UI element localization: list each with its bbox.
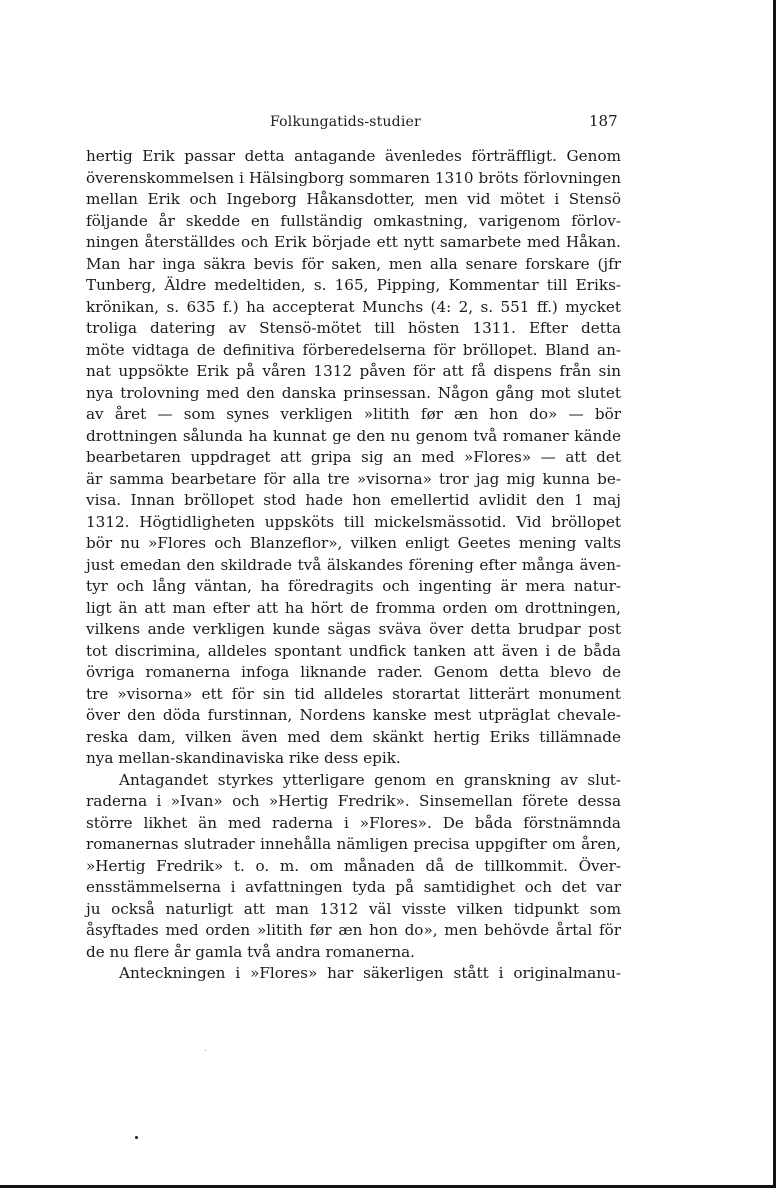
text-line: vilkens ande verkligen kunde sägas sväva över detta brudpar post — [86, 620, 621, 638]
text-line: krönikan, s. 635 f.) ha accepterat Munchs (4: 2, s. 551 ff.) mycket — [86, 297, 621, 316]
text-line: 1312. Högtidligheten uppsköts till mickelsmässotid. Vid bröllopet — [86, 512, 621, 531]
text-line: bearbetaren uppdraget att gripa sig an med »Flores» — att det — [86, 448, 621, 466]
text-line: åsyftades med orden »litith før æn hon do», men behövde årtal för — [86, 921, 621, 939]
text-line: möte vidtaga de definitiva förberedelserna för bröllopet. Bland an- — [86, 340, 621, 359]
text-line: tot discrimina, alldeles spontant undfick tanken att även i de båda — [86, 641, 621, 660]
text-line: Tunberg, Äldre medeltiden, s. 165, Pipping, Kommentar till Eriks- — [86, 276, 621, 294]
text-line: »Hertig Fredrik» t. o. m. om månaden då de tillkommit. Över- — [86, 856, 621, 875]
text-line: hertig Erik passar detta antagande ävenledes förträffligt. Genom — [86, 147, 621, 165]
text-line: nya trolovning med den danska prinsessan. Någon gång mot slutet — [86, 383, 621, 402]
text-line: just emedan den skildrade två älskandes förening efter många även- — [86, 555, 621, 574]
text-line: överenskommelsen i Hälsingborg sommaren 1310 bröts förlovningen — [86, 168, 621, 187]
text-line: Man har inga säkra bevis för saken, men alla senare forskare (jfr — [86, 254, 621, 273]
text-line: de nu flere år gamla två andra romanerna. — [86, 942, 416, 961]
running-header-title: Folkungatids-studier — [270, 114, 421, 130]
text-line: ningen återställdes och Erik började ett nytt samarbete med Håkan. — [86, 233, 621, 251]
text-line: drottningen sålunda ha kunnat ge den nu genom två romaner kände — [86, 426, 621, 445]
text-line: nat uppsökte Erik på våren 1312 påven för att få dispens från sin — [86, 362, 621, 380]
page-number: 187 — [589, 112, 618, 130]
text-line: reska dam, vilken även med dem skänkt hertig Eriks tillämnade — [86, 727, 621, 746]
text-line: ligt än att man efter att ha hört de fromma orden om drottningen, — [86, 598, 621, 617]
text-line: ju också naturligt att man 1312 väl visste vilken tidpunkt som — [86, 899, 621, 918]
text-line: mellan Erik och Ingeborg Håkansdotter, men vid mötet i Stensö — [86, 190, 621, 208]
text-line: visa. Innan bröllopet stod hade hon emellertid avlidit den 1 maj — [86, 491, 621, 509]
text-line: troliga datering av Stensö-mötet till hösten 1311. Efter detta — [86, 319, 621, 337]
text-line: romanernas slutrader innehålla nämligen precisa uppgifter om åren, — [86, 835, 621, 853]
text-line: bör nu »Flores och Blanzeflor», vilken enligt Geetes mening valts — [86, 534, 621, 552]
text-line: följande år skedde en fullständig omkastning, varigenom förlov- — [86, 211, 621, 230]
text-line: tre »visorna» ett för sin tid alldeles storartat litterärt monument — [86, 684, 621, 703]
text-line: nya mellan-skandinaviska rike dess epik. — [86, 749, 401, 767]
text-line: ensstämmelserna i avfattningen tyda på samtidighet och det var — [86, 878, 621, 896]
print-speck — [135, 1136, 138, 1139]
text-line: över den döda furstinnan, Nordens kanske mest utpräglat chevale- — [86, 706, 621, 724]
text-line: Anteckningen i »Flores» har säkerligen stått i originalmanu- — [119, 964, 621, 982]
text-line: är samma bearbetare för alla tre »visorna» tror jag mig kunna be- — [86, 469, 621, 488]
text-line: raderna i »Ivan» och »Hertig Fredrik». Sinsemellan förete dessa — [86, 792, 621, 810]
print-speck-faint — [205, 1050, 206, 1051]
body-text — [86, 146, 621, 985]
text-line: tyr och lång väntan, ha föredragits och ingenting är mera natur- — [86, 577, 621, 595]
text-line: större likhet än med raderna i »Flores». De båda förstnämnda — [86, 813, 621, 832]
text-line: övriga romanerna infoga liknande rader. Genom detta blevo de — [86, 663, 621, 681]
text-line: Antagandet styrkes ytterligare genom en granskning av slut- — [119, 770, 621, 789]
text-line: av året — som synes verkligen »litith før æn hon do» — bör — [86, 405, 621, 423]
